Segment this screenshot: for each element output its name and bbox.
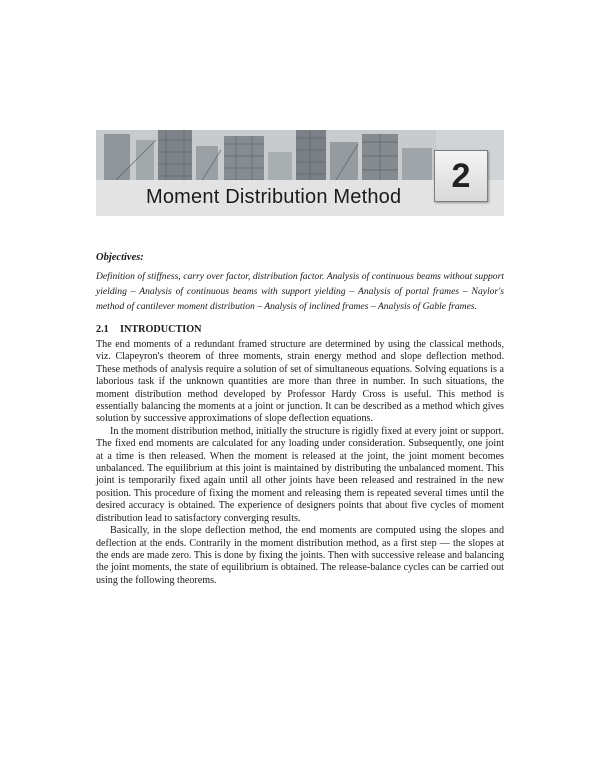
objectives-heading: Objectives: (96, 252, 144, 263)
chapter-number: 2 (451, 156, 471, 195)
chapter-title: Moment Distribution Method (146, 186, 402, 208)
section-heading (96, 324, 504, 335)
body-paragraph: Basically, in the slope deflection method, the end moments are computed using the slopes and deflection at the ends. Contrarily in the moment distribution method, as a first step — the slopes at the ends are made zero. This is done by fixing the joints. Then with successive release and balancing the joint moments, the state of equilibrium is obtained. The release-balance cycles can be carried out using the following theorems. (96, 525, 504, 586)
section-title: INTRODUCTION (120, 324, 202, 335)
chapter-number-box (434, 150, 488, 202)
objectives-text: Definition of stiffness, carry over factor, distribution factor. Analysis of continuous beams without support yielding – Analysis of continuous beams with support yielding – Analysis of portal frames – Naylor's method of cantilever moment distribution – Analysis of inclined frames – Analysis of Gable frames. (96, 271, 504, 312)
body-paragraph: In the moment distribution method, initially the structure is rigidly fixed at every joint or support. The fixed end moments are calculated for any loading under consideration. Subsequently, one joint at a time is then released. When the moment is released at the joint, the joint moment becomes unbalanced. The equilibrium at this joint is maintained by distributing the unbalanced moment. This joint is temporarily fixed again until all other joints have been released and restrained in the new position. This procedure of fixing the moment and releasing them is repeated several times until the desired accuracy is obtained. The experience of designers points that about five cycles of moment distribution lead to satisfactory converging results. (96, 425, 504, 524)
body-paragraph: The end moments of a redundant framed structure are determined by using the classical methods, viz. Clapeyron's theorem of three moments, strain energy method and slope deflection method. These methods of analysis require a solution of set of simultaneous equations. Solving equations is a laborious task if the unknown quantities are more than three in number. In such situations, the moment distribution method developed by Professor Hardy Cross is useful. This method is essentially balancing the moments at a joint or junction. It can be described as a method which gives solution by successive approximations of slope deflection equations. (96, 339, 504, 425)
page-content (96, 252, 504, 587)
section-number: 2.1 (96, 324, 109, 335)
